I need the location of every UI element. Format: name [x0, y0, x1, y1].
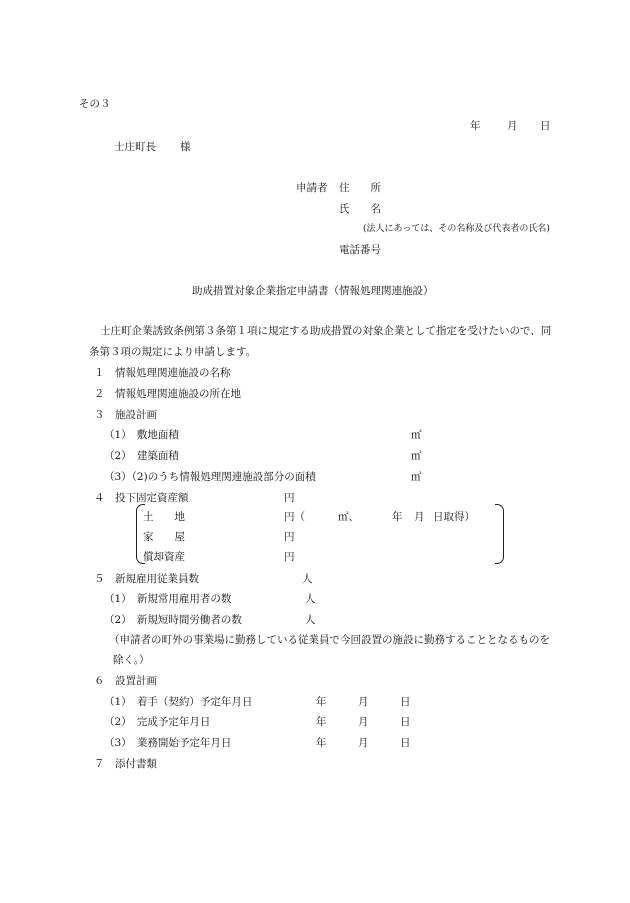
land-yen-open: 円（: [284, 511, 305, 523]
exclusion-note-line-1: （申請者の町外の事業場に勤務している従業員で今回設置の施設に勤務することとなるものを: [109, 634, 550, 646]
addressee: 士庄町長: [114, 141, 156, 153]
house-label: 家 屋: [143, 531, 185, 543]
site-area-unit: ㎡: [411, 429, 422, 441]
body-line-1: 士庄町企業誘致条例第３条第１項に規定する助成措置の対象企業として指定を受けたいので、同: [100, 325, 552, 337]
land-year: 年: [392, 511, 403, 523]
item-installation-plan: ６ 設置計画: [94, 675, 157, 687]
completion-month: 月: [358, 716, 369, 728]
item-fixed-assets: ４ 投下固定資産額: [94, 492, 189, 504]
operation-month: 月: [358, 737, 369, 749]
exclusion-note-line-2: 除く。）: [113, 654, 150, 666]
land-label: 土 地: [143, 511, 185, 523]
item-regular-employees: （1） 新規常用雇用者の数: [104, 593, 232, 605]
depreciable-yen: 円: [284, 551, 295, 563]
item-part-time-workers: （2） 新規短時間労働者の数: [104, 614, 242, 626]
land-sqm: ㎡、: [338, 511, 359, 523]
right-bracket: [495, 504, 504, 564]
item-start-date: （1） 着手（契約）予定年月日: [104, 696, 253, 708]
land-acquired: 日取得）: [433, 511, 475, 523]
item-facility-plan: ３ 施設計画: [94, 409, 157, 421]
building-area-unit: ㎡: [411, 450, 422, 462]
item-new-employees: ５ 新規雇用従業員数: [94, 573, 199, 585]
date-month-label: 月: [507, 120, 518, 132]
item-site-area: （1） 敷地面積: [104, 429, 179, 441]
house-yen: 円: [284, 531, 295, 543]
completion-day: 日: [400, 716, 411, 728]
name-label: 氏 名: [339, 203, 381, 215]
start-day: 日: [400, 696, 411, 708]
item-facility-location: ２ 情報処理関連施設の所在地: [94, 388, 241, 400]
operation-day: 日: [400, 737, 411, 749]
land-month: 月: [414, 511, 425, 523]
part-time-workers-unit: 人: [305, 614, 316, 626]
applicant-label: 申請者: [296, 182, 328, 194]
corporate-note: (法人にあっては、その名称及び代表者の氏名): [363, 224, 550, 234]
item-completion-date: （2） 完成予定年月日: [104, 716, 211, 728]
start-year: 年: [316, 696, 327, 708]
item-attachments: ７ 添付書類: [94, 758, 157, 770]
date-year-label: 年: [470, 120, 481, 132]
address-label: 住 所: [339, 182, 381, 194]
it-area-unit: ㎡: [411, 471, 422, 483]
document-title: 助成措置対象企業指定申請書（情報処理関連施設）: [192, 285, 434, 297]
start-month: 月: [358, 696, 369, 708]
operation-year: 年: [316, 737, 327, 749]
fixed-assets-unit: 円: [284, 492, 295, 504]
honorific: 様: [180, 141, 191, 153]
item-it-area: （3）（2)のうち情報処理関連施設部分の面積: [104, 471, 316, 483]
form-number: その３: [79, 98, 111, 110]
new-employees-unit: 人: [302, 573, 313, 585]
depreciable-label: 償却資産: [143, 551, 185, 563]
item-operation-date: （3） 業務開始予定年月日: [104, 737, 232, 749]
phone-label: 電話番号: [339, 244, 381, 256]
item-facility-name: １ 情報処理関連施設の名称: [94, 367, 231, 379]
regular-employees-unit: 人: [305, 593, 316, 605]
item-building-area: （2） 建築面積: [104, 450, 179, 462]
completion-year: 年: [316, 716, 327, 728]
body-line-2: 条第３項の規定により申請します。: [89, 346, 257, 358]
date-day-label: 日: [540, 120, 551, 132]
